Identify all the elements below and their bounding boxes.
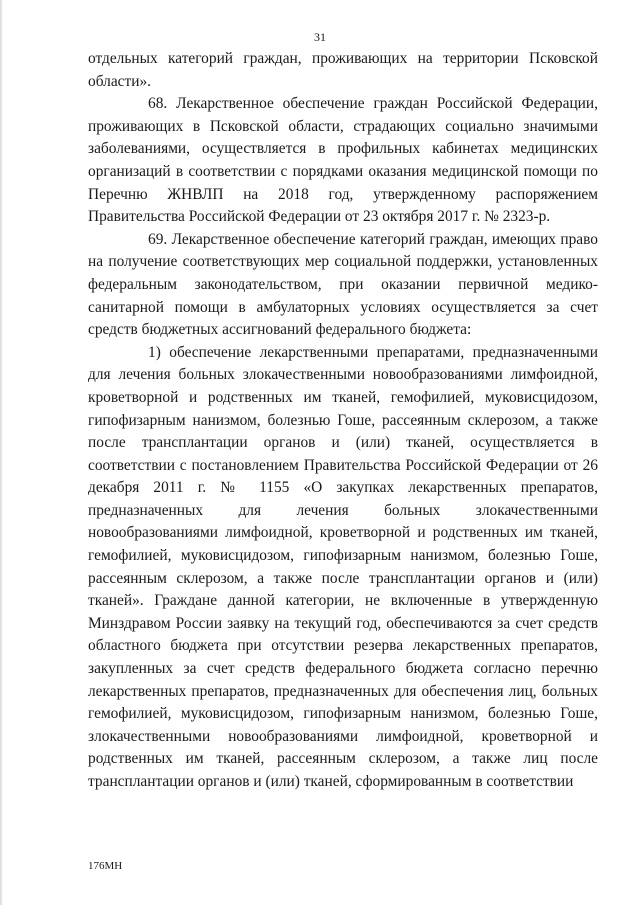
paragraph-continuation: отдельных категорий граждан, проживающих на территории Псковской области». [88,50,598,90]
paragraph-69: 69. Лекарственное обеспечение категорий граждан, имеющих право на получение соответствующих мер социальной поддержки, установленных федеральным законодательством, при оказании первичной медико-санитарной помощи в амбулаторных условиях осуществляется за счет средств бюджетных ассигнований федерального бюджета: [88,230,598,339]
scan-edge-shadow [0,0,3,905]
paragraph-69-item-1: 1) обеспечение лекарственными препаратами, предназначенными для лечения больных злокачественными новообразованиями лимфоидной, кроветворной и родственных им тканей, гемофилией, муковисцидозом, гипофизарным нанизмом, болезнью Гоше, рассеянным склерозом, а также после трансплантации органов и (или) тканей, осуществляется в соответствии с постановлением Правительства Российской Федерации от 26 декабря 2011 г. № 1155 «О закупках лекарственных препаратов, предназначенных для лечения больных злокачественными новообразованиями лимфоидной, кроветворной и родственных им тканей, гемофилией, муковисцидозом, гипофизарным нанизмом, болезнью Гоше, рассеянным склерозом, а также после трансплантации органов и (или) тканей». Граждане данной категории, не включенные в утвержденную Минздравом России заявку на текущий год, обеспечиваются за счет средств областного бюджета при отсутствии резерва лекарственных препаратов, закупленных за счет средств федерального бюджета согласно перечню лекарственных препаратов, предназначенных для обеспечения лиц, больных гемофилией, муковисцидозом, гипофизарным нанизмом, болезнью Гоше, злокачественными новообразованиями лимфоидной, кроветворной и родственных им тканей, рассеянным склерозом, а также лиц после трансплантации органов и (или) тканей, сформированным в соответствии [88,343,598,790]
page-number: 31 [314,30,326,44]
footer-document-code: 176МН [88,860,123,872]
document-body [88,48,598,794]
paragraph-68: 68. Лекарственное обеспечение граждан Российской Федерации, проживающих в Псковской области, страдающих социально значимыми заболеваниями, осуществляется в профильных кабинетах медицинских организаций в соответствии с порядками оказания медицинской помощи по Перечню ЖНВЛП на 2018 год, утвержденному распоряжением Правительства Российской Федерации от 23 октября 2017 г. № 2323-р. [88,95,598,226]
